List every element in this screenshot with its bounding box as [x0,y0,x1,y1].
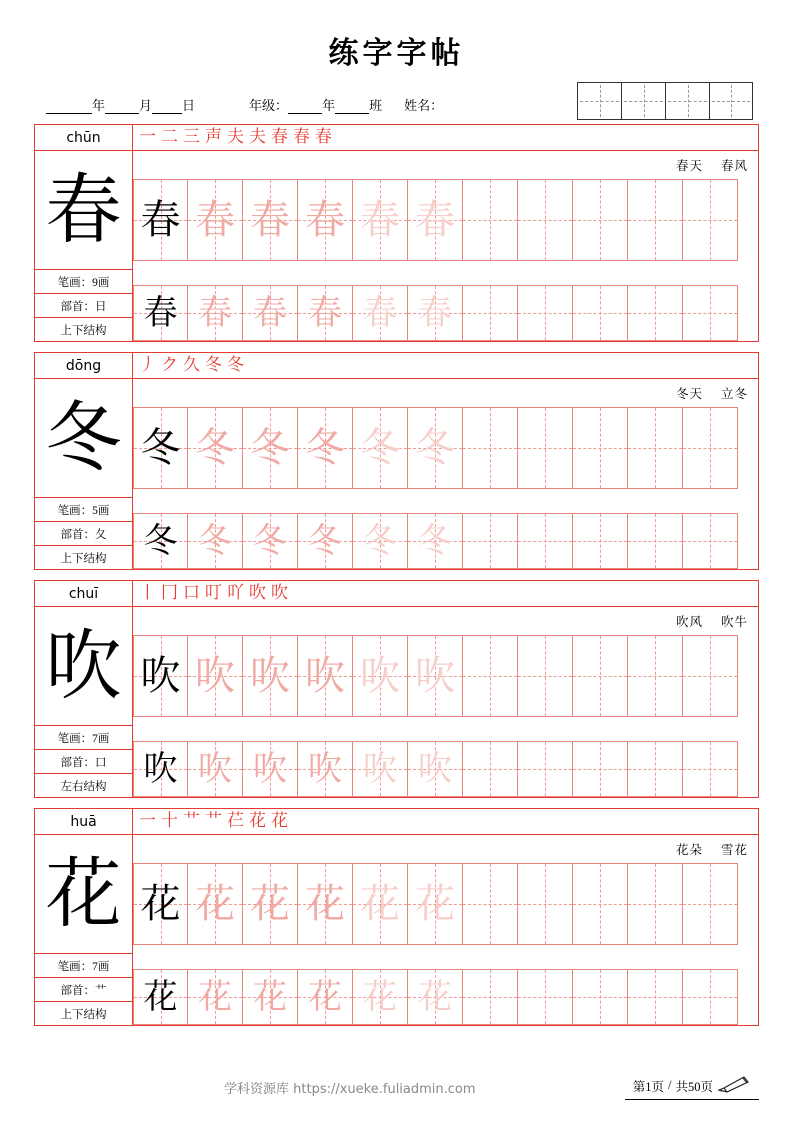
practice-character: 吹 [363,749,397,789]
practice-row [133,863,758,945]
practice-cell[interactable] [408,969,463,1025]
practice-character: 春 [360,197,400,243]
practice-cell[interactable] [518,863,573,945]
practice-cell[interactable] [408,635,463,717]
practice-cell[interactable] [353,863,408,945]
practice-character: 冬 [308,521,342,561]
model-character-cell [35,151,132,269]
page-separator: / [668,1078,672,1092]
practice-cell[interactable] [243,179,298,261]
practice-cell[interactable] [683,285,738,341]
stroke-step: 艹 [205,811,222,831]
practice-cell[interactable] [188,635,243,717]
practice-cell[interactable] [463,179,518,261]
practice-cell[interactable] [188,407,243,489]
practice-cell[interactable] [628,741,683,797]
practice-character: 冬 [418,521,452,561]
stroke-step: 春 [315,127,332,147]
practice-character: 冬 [253,521,287,561]
practice-column [133,581,758,797]
practice-cell[interactable] [408,513,463,569]
practice-character: 花 [195,881,235,927]
practice-cell[interactable] [573,407,628,489]
practice-character: 春 [305,197,345,243]
example-word: 吹牛 [720,615,748,629]
practice-row [133,407,758,489]
date-field[interactable] [46,95,195,114]
practice-cell[interactable] [188,513,243,569]
practice-cell[interactable] [518,285,573,341]
row-spacer [133,261,758,285]
practice-character: 冬 [363,521,397,561]
practice-row [133,741,758,797]
practice-cell[interactable] [683,969,738,1025]
practice-cell[interactable] [628,407,683,489]
practice-cell[interactable] [683,179,738,261]
practice-cell[interactable] [298,407,353,489]
practice-cell[interactable] [628,635,683,717]
stroke-step: 春 [271,127,288,147]
practice-cell[interactable] [243,407,298,489]
practice-cell[interactable] [518,969,573,1025]
practice-cell[interactable] [683,407,738,489]
practice-cell[interactable] [573,863,628,945]
practice-cell[interactable] [463,635,518,717]
radical-label: 部首：口 [35,749,132,773]
practice-cell[interactable] [298,179,353,261]
class-blank[interactable] [335,100,369,114]
practice-cell[interactable] [188,969,243,1025]
stroke-step: 吖 [227,583,244,603]
model-character: 吹 [45,621,122,710]
practice-character: 春 [198,293,232,333]
practice-character: 吹 [250,653,290,699]
class-label: 班 [369,98,383,113]
practice-cell[interactable] [628,179,683,261]
row-spacer [133,489,758,513]
practice-cell[interactable] [353,969,408,1025]
practice-character: 吹 [198,749,232,789]
practice-cell[interactable] [133,635,188,717]
stroke-count-label: 笔画：7画 [35,953,132,977]
character-block [34,124,759,342]
character-block [34,352,759,570]
stroke-order-row [133,809,758,835]
stroke-count-label: 笔画：9画 [35,269,132,293]
structure-label: 上下结构 [35,317,132,341]
grade-year-label: 年 [322,98,336,113]
practice-character: 花 [253,977,287,1017]
practice-cell[interactable] [353,179,408,261]
practice-cell[interactable] [408,285,463,341]
example-words-row [133,379,758,407]
watermark-url: https://xueke.fuliadmin.com [293,1081,476,1097]
example-word: 春天 [675,159,703,173]
example-words-row [133,607,758,635]
model-character: 花 [45,849,122,938]
practice-cell[interactable] [463,407,518,489]
example-word: 吹风 [675,615,703,629]
row-spacer [133,945,758,969]
stroke-count-label: 笔画：7画 [35,725,132,749]
practice-cell[interactable] [573,741,628,797]
example-words-row [133,835,758,863]
year-blank[interactable] [46,100,92,114]
page-total: 共50页 [675,1079,713,1094]
practice-column [133,809,758,1025]
practice-row [133,179,758,261]
character-blocks [24,124,769,1026]
stroke-step: 口 [183,583,200,603]
practice-row [133,285,758,341]
practice-cell[interactable] [243,741,298,797]
practice-character: 春 [253,293,287,333]
practice-cell[interactable] [133,513,188,569]
stroke-order-row [133,353,758,379]
day-blank[interactable] [152,100,182,114]
character-info-column [35,809,133,1025]
page-indicator [625,1075,759,1100]
practice-character: 花 [418,977,452,1017]
practice-cell[interactable] [628,285,683,341]
stroke-step: 久 [183,355,200,375]
practice-character: 冬 [360,425,400,471]
name-box-4[interactable] [709,82,753,120]
practice-character: 吹 [418,749,452,789]
practice-cell[interactable] [463,513,518,569]
practice-character: 吹 [308,749,342,789]
stroke-step: 春 [293,127,310,147]
practice-character: 春 [143,293,178,333]
practice-cell[interactable] [573,179,628,261]
page-footer [0,1074,793,1100]
name-box-3[interactable] [665,82,709,120]
practice-cell[interactable] [243,513,298,569]
model-character-cell [35,379,132,497]
practice-grid [133,179,758,341]
example-word: 冬天 [675,387,703,401]
practice-cell[interactable] [188,863,243,945]
practice-cell[interactable] [463,863,518,945]
practice-character: 吹 [143,749,178,789]
practice-cell[interactable] [573,285,628,341]
stroke-step: 十 [161,811,178,831]
practice-row [133,969,758,1025]
practice-character: 冬 [195,425,235,471]
practice-cell[interactable] [188,179,243,261]
practice-grid [133,635,758,797]
stroke-step: 艹 [183,811,200,831]
example-word: 春风 [720,159,748,173]
practice-character: 花 [415,881,455,927]
page-title: 练字字帖 [328,36,465,71]
radical-label: 部首：日 [35,293,132,317]
practice-cell[interactable] [573,969,628,1025]
practice-cell[interactable] [463,969,518,1025]
practice-cell[interactable] [683,863,738,945]
stroke-step: 叮 [205,583,222,603]
month-blank[interactable] [105,100,139,114]
radical-label: 部首：夂 [35,521,132,545]
practice-character: 冬 [250,425,290,471]
practice-character: 春 [363,293,397,333]
practice-character: 花 [140,881,181,927]
practice-character: 吹 [253,749,287,789]
stroke-step: 一 [139,127,156,147]
practice-cell[interactable] [518,635,573,717]
stroke-order-row [133,125,758,151]
name-box-1[interactable] [577,82,621,120]
practice-cell[interactable] [408,179,463,261]
stroke-step: 冬 [205,355,222,375]
watermark [224,1078,476,1097]
practice-character: 冬 [305,425,345,471]
practice-cell[interactable] [133,741,188,797]
practice-cell[interactable] [518,407,573,489]
character-info-column [35,125,133,341]
stroke-step: 二 [161,127,178,147]
practice-character: 春 [308,293,342,333]
practice-cell[interactable] [573,513,628,569]
practice-column [133,125,758,341]
row-spacer [133,717,758,741]
practice-cell[interactable] [298,635,353,717]
practice-row [133,513,758,569]
practice-cell[interactable] [188,285,243,341]
practice-character: 冬 [198,521,232,561]
practice-cell[interactable] [518,179,573,261]
character-block [34,808,759,1026]
practice-character: 花 [143,977,178,1017]
practice-cell[interactable] [243,969,298,1025]
stroke-step: 冬 [227,355,244,375]
practice-cell[interactable] [353,407,408,489]
practice-cell[interactable] [628,969,683,1025]
practice-character: 冬 [143,521,178,561]
name-field [404,95,443,114]
practice-cell[interactable] [353,741,408,797]
example-word: 雪花 [720,843,748,857]
grade-blank[interactable] [288,100,322,114]
practice-character: 冬 [415,425,455,471]
practice-character: 花 [360,881,400,927]
practice-character: 春 [250,197,290,243]
stroke-step: ク [161,355,178,375]
name-label: 姓名： [404,98,444,113]
grade-label: 年级： [249,98,289,113]
stroke-step: 夫 [227,127,244,147]
practice-character: 花 [308,977,342,1017]
practice-character: 吹 [195,653,235,699]
practice-cell[interactable] [573,635,628,717]
practice-cell[interactable] [243,285,298,341]
stroke-step: 花 [249,811,266,831]
practice-cell[interactable] [683,741,738,797]
practice-character: 吹 [305,653,345,699]
practice-cell[interactable] [298,285,353,341]
practice-cell[interactable] [353,635,408,717]
practice-cell[interactable] [683,513,738,569]
practice-character: 花 [305,881,345,927]
practice-character: 花 [198,977,232,1017]
stroke-step: 冂 [161,583,178,603]
practice-cell[interactable] [133,285,188,341]
pinyin-label: chūn [35,125,132,151]
name-box-2[interactable] [621,82,665,120]
day-label: 日 [182,98,196,113]
practice-character: 吹 [415,653,455,699]
stroke-step: 吹 [249,583,266,603]
practice-character: 春 [415,197,455,243]
practice-character: 吹 [140,653,181,699]
practice-character: 吹 [360,653,400,699]
practice-cell[interactable] [133,863,188,945]
practice-cell[interactable] [243,863,298,945]
practice-character: 花 [250,881,290,927]
practice-grid [133,407,758,569]
practice-character: 冬 [140,425,181,471]
grade-field[interactable] [249,95,382,114]
stroke-order-row [133,581,758,607]
month-label: 月 [139,98,153,113]
practice-cell[interactable] [133,179,188,261]
practice-character: 春 [418,293,452,333]
practice-cell[interactable] [243,635,298,717]
radical-label: 部首：艹 [35,977,132,1001]
pinyin-label: dōng [35,353,132,379]
practice-cell[interactable] [298,513,353,569]
practice-cell[interactable] [683,635,738,717]
stroke-step: 芢 [227,811,244,831]
practice-cell[interactable] [133,407,188,489]
stroke-step: 花 [271,811,288,831]
pinyin-label: huā [35,809,132,835]
stroke-step: 一 [139,811,156,831]
practice-cell[interactable] [298,863,353,945]
practice-cell[interactable] [408,741,463,797]
practice-cell[interactable] [518,741,573,797]
stroke-step: 声 [205,127,222,147]
practice-cell[interactable] [463,285,518,341]
structure-label: 左右结构 [35,773,132,797]
practice-cell[interactable] [518,513,573,569]
stroke-step: 三 [183,127,200,147]
practice-character: 春 [195,197,235,243]
practice-cell[interactable] [298,969,353,1025]
structure-label: 上下结构 [35,545,132,569]
practice-character: 春 [140,197,181,243]
practice-cell[interactable] [188,741,243,797]
pen-icon [717,1075,751,1097]
year-label: 年 [92,98,106,113]
example-word: 立冬 [720,387,748,401]
practice-cell[interactable] [628,863,683,945]
practice-cell[interactable] [133,969,188,1025]
practice-row [133,635,758,717]
example-word: 花朵 [675,843,703,857]
practice-cell[interactable] [298,741,353,797]
practice-cell[interactable] [463,741,518,797]
character-info-column [35,581,133,797]
stroke-step: 丿 [139,355,156,375]
header-info-row [24,78,769,124]
example-words-row [133,151,758,179]
model-character-cell [35,607,132,725]
model-character: 春 [45,165,122,254]
pinyin-label: chuī [35,581,132,607]
model-character: 冬 [45,393,122,482]
watermark-brand: 学科资源库 [224,1081,290,1097]
practice-cell[interactable] [408,863,463,945]
name-boxes[interactable] [577,82,753,120]
character-block [34,580,759,798]
practice-grid [133,863,758,1025]
stroke-step: 夫 [249,127,266,147]
character-info-column [35,353,133,569]
page-current: 第1页 [632,1079,664,1094]
practice-cell[interactable] [353,513,408,569]
stroke-step: 吹 [271,583,288,603]
stroke-count-label: 笔画：5画 [35,497,132,521]
practice-character: 花 [363,977,397,1017]
practice-column [133,353,758,569]
practice-cell[interactable] [408,407,463,489]
structure-label: 上下结构 [35,1001,132,1025]
practice-cell[interactable] [353,285,408,341]
stroke-step: 丨 [139,583,156,603]
practice-cell[interactable] [628,513,683,569]
model-character-cell [35,835,132,953]
